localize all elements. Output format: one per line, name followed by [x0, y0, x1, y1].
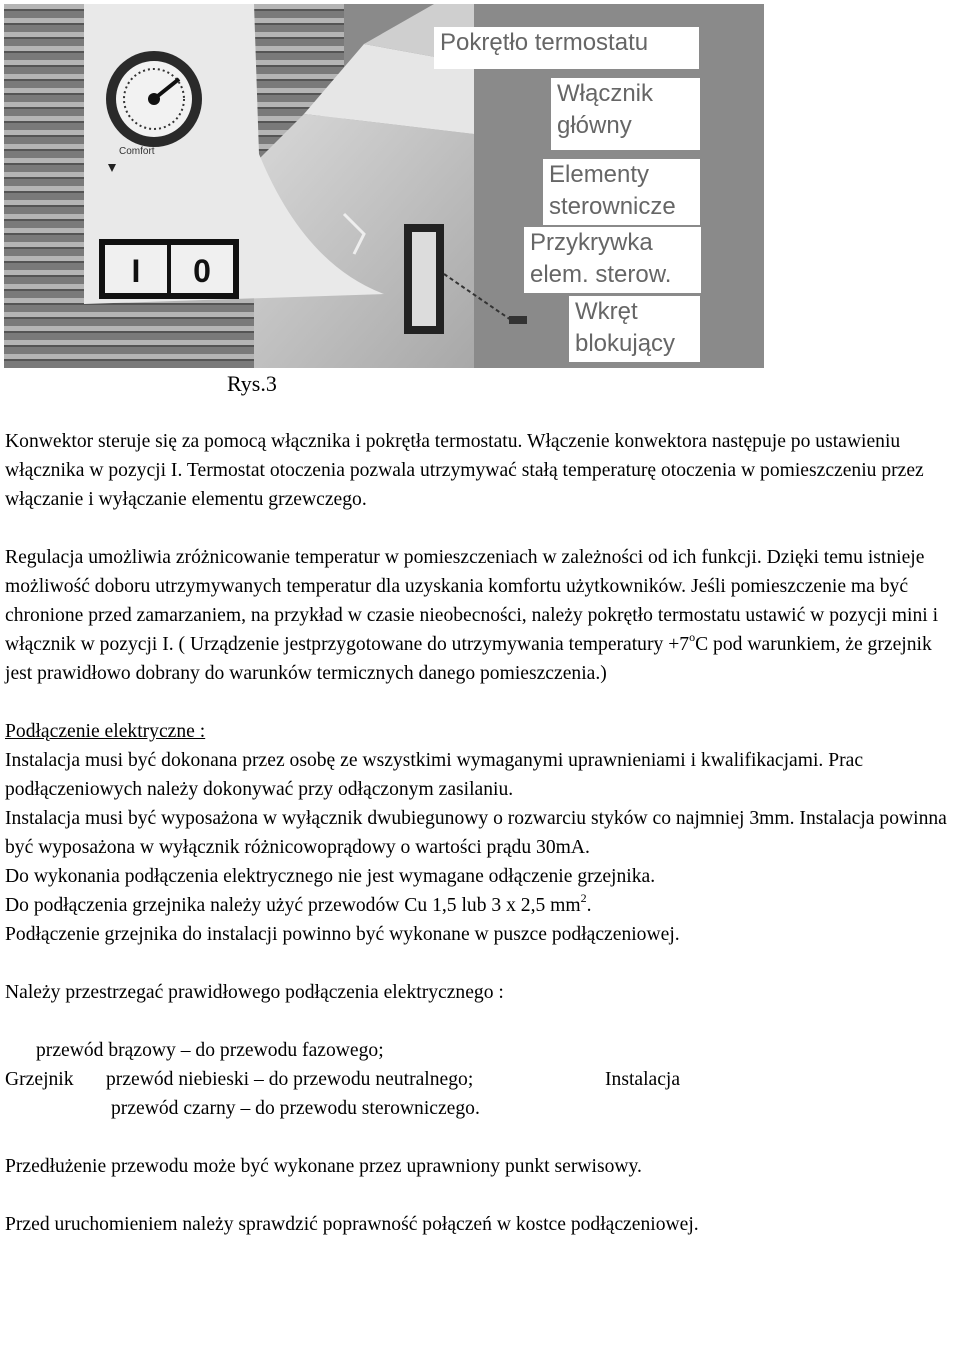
paragraph-installation: Instalacja musi być dokonana przez osobę ze wszystkimi wymaganymi uprawnieniami i kwalifikacjami. Prac podłączeniowych należy dokonywać przy odłączonym zasilaniu.: [5, 750, 864, 800]
wiring-right-label: Instalacja: [605, 1069, 681, 1090]
paragraph-junction-box: Podłączenie grzejnika do instalacji powinno być wykonane w puszce podłączeniowej.: [5, 924, 680, 945]
wiring-row-brown: przewód brązowy – do przewodu fazowego;: [36, 1040, 384, 1061]
callout-thermostat-knob: Pokrętło termostatu: [434, 27, 699, 69]
callout-screw: Wkręt blokujący: [569, 296, 700, 362]
paragraph-disconnect: Do wykonania podłączenia elektrycznego nie jest wymagane odłączenie grzejnika.: [5, 866, 656, 887]
main-switch-graphic: [99, 239, 239, 299]
callout-main-switch: Włącznik główny: [551, 78, 700, 150]
wiring-row-blue: Grzejnik przewód niebieski – do przewodu neutralnego; Instalacja: [5, 1065, 960, 1094]
switch-label-off: 0: [193, 253, 211, 289]
switch-label-on: I: [131, 253, 141, 289]
paragraph-wires: Do podłączenia grzejnika należy użyć przewodów Cu 1,5 lub 3 x 2,5 $mm^2$.: [5, 891, 592, 916]
figure-caption: Rys.3: [227, 371, 277, 396]
convector-figure: [4, 4, 764, 368]
paragraph-extension: Przedłużenie przewodu może być wykonane przez uprawniony punkt serwisowy.: [5, 1156, 642, 1177]
document-body: [5, 427, 960, 1239]
paragraph-wiring-intro: Należy przestrzegać prawidłowego podłączenia elektrycznego :: [5, 982, 504, 1003]
wiring-left-label: Grzejnik: [5, 1069, 74, 1090]
paragraph-check: Przed uruchomieniem należy sprawdzić poprawność połączeń w kostce podłączeniowej.: [5, 1214, 699, 1235]
paragraph-regulation: Regulacja umożliwia zróżnicowanie temperatur w pomieszczeniach w zależności od ich funkcji. Dzięki temu istnieje możliwość doboru utrzymywanych temperatur dla uzyskania komfortu użytkowników. Jeśli pomieszczenie ma być chronione przed zamarzaniem, na przykład w czasie nieobecności, należy pokrętło termostatu ustawić w pozycji mini i włącznik w pozycji I. ( Urządzenie jestprzygotowane do utrzymywania temperatury $+7^oC$ pod warunkiem, że grzejnik jest prawidłowo dobrany do warunków termicznych danego pomieszczenia.): [5, 547, 939, 684]
dial-label: Comfort: [119, 146, 155, 157]
section-heading: Podłączenie elektryczne :: [5, 721, 206, 742]
callout-control-elements: Elementy sterownicze: [543, 159, 700, 225]
paragraph-switches: Instalacja musi być wyposażona w wyłącznik dwubiegunowy o rozwarciu styków co najmniej 3mm. Instalacja powinna być wyposażona w wyłącznik różnicowoprądowy o wartości prądu 30mA.: [5, 808, 947, 858]
paragraph-control: Konwektor steruje się za pomocą włącznika i pokrętła termostatu. Włączenie konwektora następuje po ustawieniu włącznika w pozycji I. Termostat otoczenia pozwala utrzymywać stałą temperaturę otoczenia w pomieszczeniu przez włączanie i wyłączanie elementu grzewczego.: [5, 431, 924, 510]
wiring-row-black: przewód czarny – do przewodu sterowniczego.: [111, 1098, 480, 1119]
callout-cover: Przykrywka elem. sterow.: [524, 227, 701, 293]
